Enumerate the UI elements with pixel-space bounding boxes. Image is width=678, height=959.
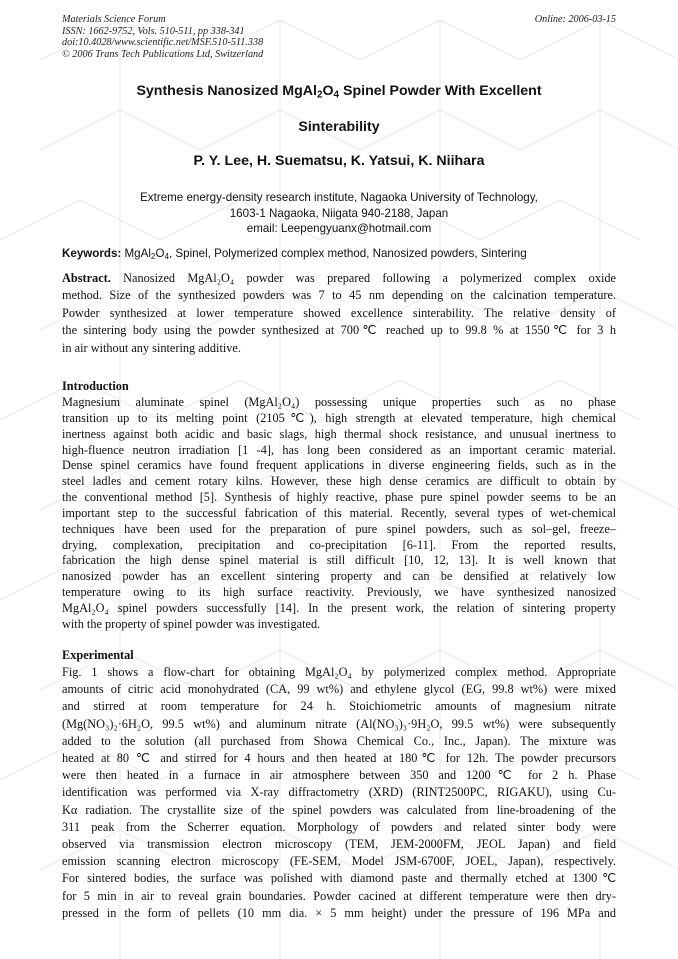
body-line: Fig. 1 shows a flow-chart for obtaining MgAl₂O₄ by polymerized complex method. Appropriate bbox=[62, 665, 616, 679]
body-line: nanosized powder has an excellent sintering property and can be densified at relatively low bbox=[62, 569, 616, 584]
keywords-label: Keywords: bbox=[62, 247, 122, 260]
body-line: 311 peak from the Scherrer equation. Morphology of powders and related sinter body were bbox=[62, 819, 616, 834]
journal-name: Materials Science Forum bbox=[62, 14, 166, 25]
authors: P. Y. Lee, H. Suematsu, K. Yatsui, K. Niihara bbox=[193, 153, 485, 169]
body-line: observed via transmission electron microscopy (TEM, JEM-2000FM, JEOL Japan) and field bbox=[62, 837, 616, 852]
paper-title: Synthesis Nanosized $MgAl_2O_4$ Spinel Powder With Excellent bbox=[136, 83, 542, 101]
journal-header bbox=[62, 14, 392, 60]
body-line: with the property of spinel powder was investigated. bbox=[62, 616, 321, 631]
doi-line: doi:10.4028/www.scientific.net/MSF.510-511.338 bbox=[62, 37, 264, 49]
abstract-label: Abstract. bbox=[62, 271, 111, 285]
body-line: identification was performed via X-ray diffractometry (XRD) (RINT2500PC, RIGAKU), using Cu- bbox=[62, 785, 616, 800]
section-heading-introduction: Introduction bbox=[62, 379, 129, 393]
affiliation-line: 1603-1 Nagaoka, Niigata 940-2188, Japan bbox=[229, 206, 449, 220]
body-line: amounts of citric acid monohydrated (CA, 99 wt%) and ethylene glycol (EG, 99.8 wt%) were mixed bbox=[62, 682, 616, 697]
abstract-line: in air without any sintering additive. bbox=[62, 340, 241, 355]
body-line: inertness against both acidic and basic slags, high thermal shock resistance, and unusual inertness to bbox=[62, 426, 616, 441]
body-line: important step to the successful fabrication of this material. Recently, several types of wet-chemical bbox=[62, 505, 616, 520]
affiliation-line: Extreme energy-density research institute, Nagaoka University of Technology, bbox=[140, 191, 538, 204]
body-line: were then heated in a furnace in air atmosphere between 350 and 1200℃ for 2 h. Phase bbox=[62, 768, 616, 783]
body-line: for 5 min in air to reveal grain boundaries. Powder cacined at different temperature were then dry- bbox=[62, 888, 616, 903]
body-line: (Mg(NO₃)₂·6H₂O, 99.5 wt%) and aluminum nitrate (Al(NO₃)₃·9H₂O, 99.5 wt%) were subsequently bbox=[62, 716, 616, 731]
body-line: Magnesium aluminate spinel (MgAl₂O₄) possessing unique properties such as no phase bbox=[62, 395, 616, 409]
body-line: pressed in the form of pellets (10 mm dia. × 5 mm height) under the pressure of 196 MPa and bbox=[62, 905, 616, 920]
issn-line: ISSN: 1662-9752, Vols. 510-511, pp 338-341 bbox=[62, 25, 245, 37]
section-heading-experimental: Experimental bbox=[62, 648, 134, 662]
body-line: steel ladles and cement rotary kilns. However, these high dense ceramics are difficult to obtain by bbox=[62, 474, 616, 489]
introduction-body bbox=[62, 395, 616, 633]
body-line: For sintered bodies, the surface was polished with diamond paste and thermally etched at 1300℃ bbox=[62, 871, 616, 886]
body-line: temperature owing to its high surface reactivity. Previously, we have synthesized nanosized bbox=[62, 585, 616, 600]
paper-title-line2: Sinterability bbox=[298, 119, 380, 135]
body-line: techniques have been used for the preparation of pure spinel powders, such as sol–gel, freeze– bbox=[62, 521, 616, 536]
experimental-body bbox=[62, 664, 616, 922]
email-link[interactable]: email: Leepengyuanx@hotmail.com bbox=[246, 222, 432, 235]
online-date: Online: 2006-03-15 bbox=[534, 14, 616, 25]
abstract bbox=[62, 270, 616, 357]
affiliation bbox=[62, 190, 616, 237]
body-line: fabrication the high dense spinel material is still difficult [10, 12, 13]. It is well known that bbox=[62, 553, 616, 568]
abstract-line: method. Size of the synthesized powders was 7 to 45 nm depending on the calcination temperature. bbox=[62, 288, 616, 303]
copyright-line: © 2006 Trans Tech Publications Ltd, Switzerland bbox=[62, 48, 264, 60]
body-line: Kα radiation. The crystallite size of the spinel powders was calculated from line-broadening of the bbox=[62, 802, 616, 817]
keywords: Keywords: $MgAl_2O_4$, Spinel, Polymerized complex method, Nanosized powders, Sintering bbox=[62, 247, 527, 262]
body-line: added to the solution (all purchased from Showa Chemical Co., Inc., Japan). The mixture was bbox=[62, 733, 616, 748]
body-line: drying, complexation, precipitation and co-precipitation [6-11]. From the reported results, bbox=[62, 537, 616, 552]
body-line: Dense spinel ceramics have found frequent applications in diverse engineering fields, such as in the bbox=[62, 458, 616, 473]
body-line: emission scanning electron microscopy (FE-SEM, Model JSM-6700F, JOEL, Japan), respectively. bbox=[62, 854, 616, 869]
body-line: heated at 80 ℃ and stirred for 4 hours and then heated at 180℃ for 12h. The powder precursors bbox=[62, 751, 616, 766]
body-line: the conventional method [5]. Synthesis of highly reactive, phase pure spinel powder seems to be an bbox=[62, 490, 616, 505]
body-line: high-fluence neutron irradiation [1 -4], has long been considered as an important ceramic material. bbox=[62, 442, 616, 457]
abstract-line: Powder synthesized at lower temperature showed excellence sinterability. The relative density of bbox=[62, 305, 616, 320]
body-line: transition up to its melting point (2105℃), high strength at elevated temperature, high chemical bbox=[62, 410, 616, 425]
abstract-line: Abstract. Nanosized MgAl₂O₄ powder was prepared following a polymerized complex oxide bbox=[62, 271, 616, 285]
body-line: and stirred at room temperature for 24 h. Stoichiometric amounts of magnesium nitrate bbox=[62, 699, 616, 714]
abstract-line: the sintering body using the powder synthesized at 700℃ reached up to 99.8 % at 1550℃ for 3 h bbox=[62, 323, 616, 338]
body-line: MgAl₂O₄ spinel powders successfully [14]. In the present work, the relation of sintering property bbox=[62, 600, 616, 615]
